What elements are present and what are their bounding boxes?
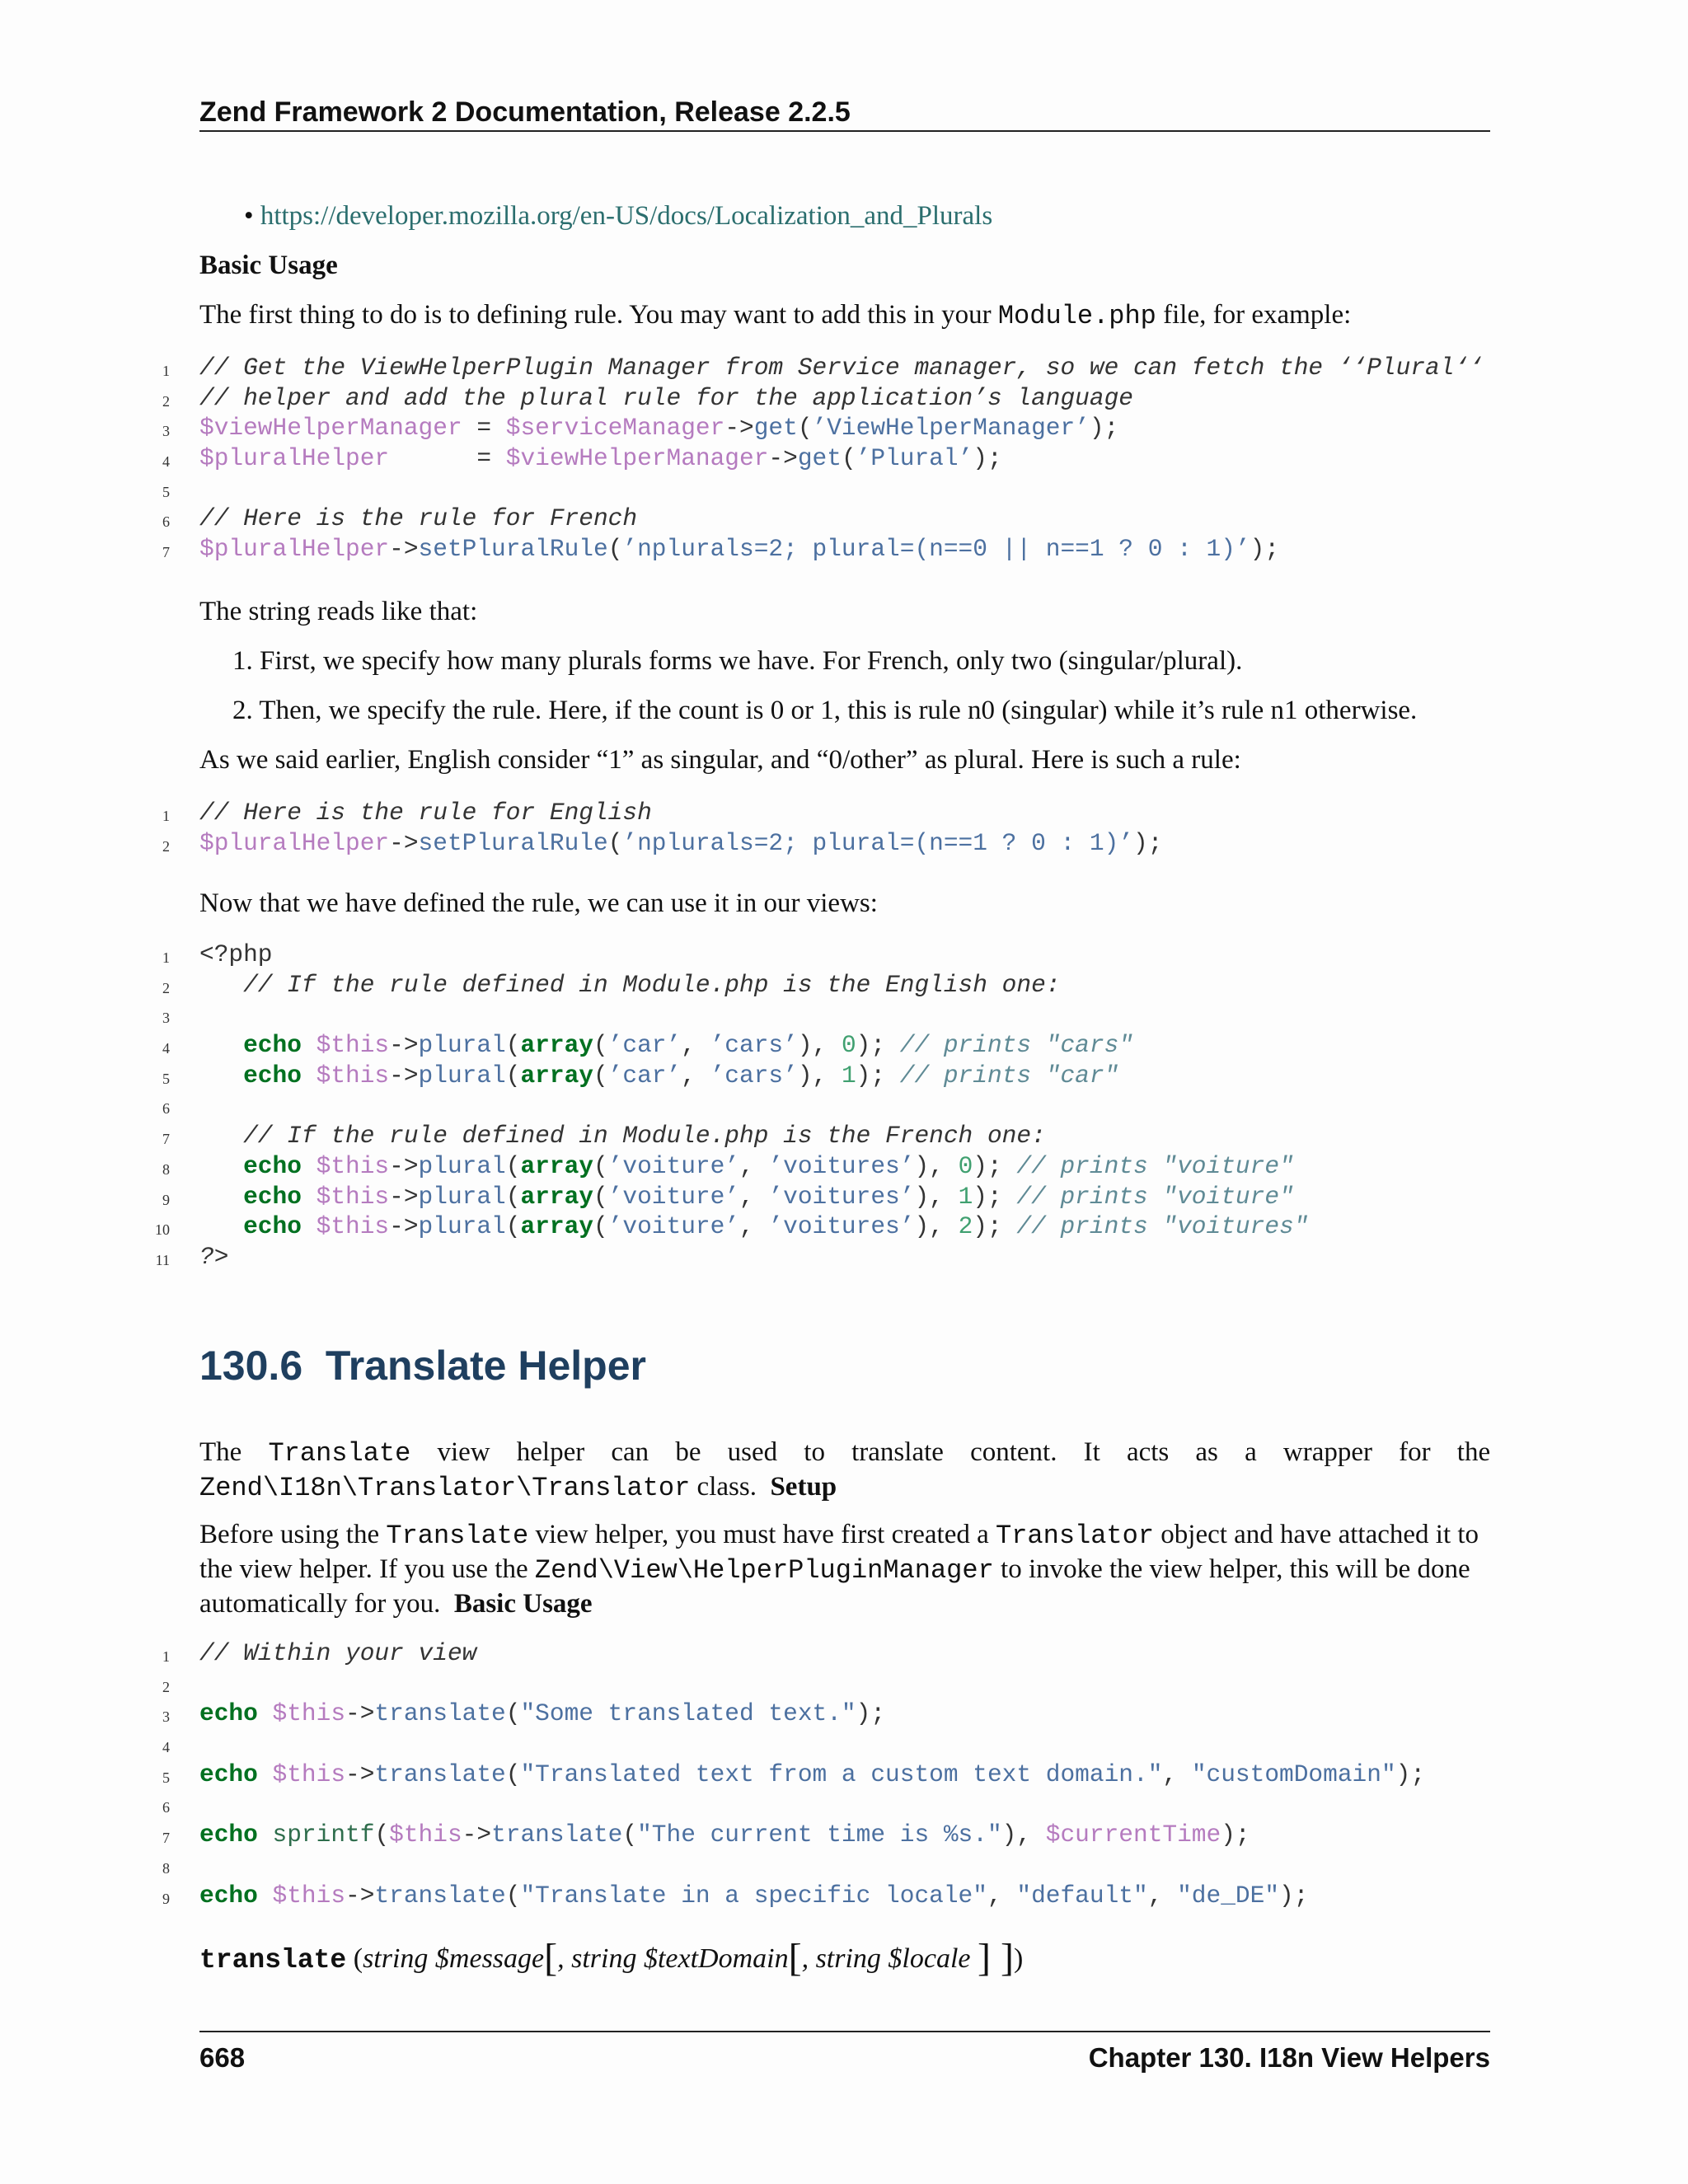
reference-list-item — [244, 199, 992, 232]
code-line: 10 echo $this->plural(array(’voiture’, ’voitures’), 2); // prints "voitures" — [155, 1212, 1309, 1241]
translate-intro-paragraph: The Translate view helper can be used to translate content. It acts as a wrapper for the Zend\I18n\Translator\Translator class. Setup — [199, 1437, 1491, 1503]
section-heading — [199, 1342, 646, 1390]
code-block-plural-rule-english — [150, 798, 1518, 858]
page-number: 668 — [199, 2042, 246, 2073]
section-number: 130.6 — [199, 1343, 303, 1389]
bullet: • — [244, 201, 254, 231]
code-line: 11 ?> — [155, 1242, 229, 1271]
function-name: translate — [199, 1945, 347, 1975]
code-line: 5 — [162, 483, 170, 500]
code-line: 8 — [162, 1859, 170, 1877]
code-line: 7 echo sprintf($this->translate("The current time is %s."), $currentTime); — [162, 1821, 1250, 1849]
module-php-code: Module.php — [997, 301, 1156, 331]
english-rule-text: As we said earlier, English consider “1” as singular, and “0/other” as plural. Here is such a rule: — [199, 745, 1241, 775]
running-header: Zend Framework 2 Documentation, Release 2.2.5 — [199, 94, 1490, 132]
intro-paragraph — [199, 298, 1490, 333]
code-line: 1 // Within your view — [162, 1639, 477, 1667]
basic-usage-heading-2: Basic Usage — [453, 1589, 593, 1619]
code-block-translate-usage — [150, 1638, 1518, 1910]
intro-text: The first thing to do is to defining rule. You may want to add this in your — [199, 300, 998, 330]
section-title: Translate Helper — [325, 1343, 646, 1389]
code-line: 9 echo $this->plural(array(’voiture’, ’voitures’), 1); // prints "voiture" — [162, 1182, 1294, 1211]
basic-usage-heading: Basic Usage — [199, 251, 338, 280]
setup-paragraph: Before using the Translate view helper, you must have first created a Translator object and have attached it to the view helper. If you use the Zend\View\HelperPluginManager to invoke the view helper, this will be done automatically for you. Basic Usage — [199, 1520, 1479, 1619]
code-line: 2 $pluralHelper->setPluralRule(’nplurals=2; plural=(n==1 ? 0 : 1)’); — [162, 828, 1163, 857]
setup-heading: Setup — [770, 1472, 837, 1502]
code-line: 4 echo $this->plural(array(’car’, ’cars’), 0); // prints "cars" — [162, 1031, 1133, 1060]
code-line: 5 echo $this->plural(array(’car’, ’cars’), 1); // prints "car" — [162, 1061, 1119, 1090]
code-line: 6 // Here is the rule for French — [162, 504, 638, 533]
code-line: 1 // Get the ViewHelperPlugin Manager from Service manager, so we can fetch the ‘‘Plural‘‘ — [162, 354, 1484, 382]
code-line: 5 echo $this->translate("Translated text from a custom text domain.", "customDomain"); — [162, 1760, 1426, 1788]
mdn-plurals-link[interactable]: https://developer.mozilla.org/en-US/docs/Localization_and_Plurals — [260, 201, 993, 231]
step-1: 1. First, we specify how many plurals forms we have. For French, only two (singular/plural). — [232, 646, 1243, 676]
code-line: 1 <?php — [162, 940, 273, 968]
translate-signature: translate (string $message[, string $textDomain[, string $locale ] ]) — [199, 1936, 1024, 1980]
code-line: 7 $pluralHelper->setPluralRule(’nplurals=2; plural=(n==0 || n==1 ? 0 : 1)’); — [162, 535, 1280, 564]
code-line: 4 — [162, 1739, 170, 1756]
code-line: 9 echo $this->translate("Translate in a specific locale", "default", "de_DE"); — [162, 1881, 1309, 1910]
code-block-plural-usage — [150, 940, 1518, 1272]
code-line: 6 — [162, 1100, 170, 1118]
step-2: 2. Then, we specify the rule. Here, if the count is 0 or 1, this is rule n0 (singular) while it’s rule n1 otherwise. — [232, 696, 1418, 725]
code-line: 3 $viewHelperManager = $serviceManager->get(’ViewHelperManager’); — [162, 414, 1119, 443]
code-line: 4 $pluralHelper = $viewHelperManager->get(’Plural’); — [162, 444, 1002, 473]
code-line: 2 // helper and add the plural rule for the application’s language — [162, 383, 1133, 412]
code-line: 6 — [162, 1799, 170, 1816]
code-line: 2 — [162, 1678, 170, 1695]
intro-text-end: file, for example: — [1156, 300, 1352, 330]
string-reads-text: The string reads like that: — [199, 597, 478, 626]
code-line: 3 echo $this->translate("Some translated text."); — [162, 1699, 886, 1728]
code-line: 1 // Here is the rule for English — [162, 799, 652, 827]
chapter-title: Chapter 130. I18n View Helpers — [1088, 2042, 1490, 2073]
code-line: 2 // If the rule defined in Module.php is the English one: — [162, 970, 1061, 999]
page-footer — [199, 2031, 1490, 2074]
views-text: Now that we have defined the rule, we can use it in our views: — [199, 888, 878, 918]
code-block-plural-rule-french — [150, 353, 1518, 565]
code-line: 7 // If the rule defined in Module.php is the French one: — [162, 1122, 1046, 1151]
code-line: 3 — [162, 1010, 170, 1027]
code-line: 8 echo $this->plural(array(’voiture’, ’voitures’), 0); // prints "voiture" — [162, 1151, 1294, 1180]
